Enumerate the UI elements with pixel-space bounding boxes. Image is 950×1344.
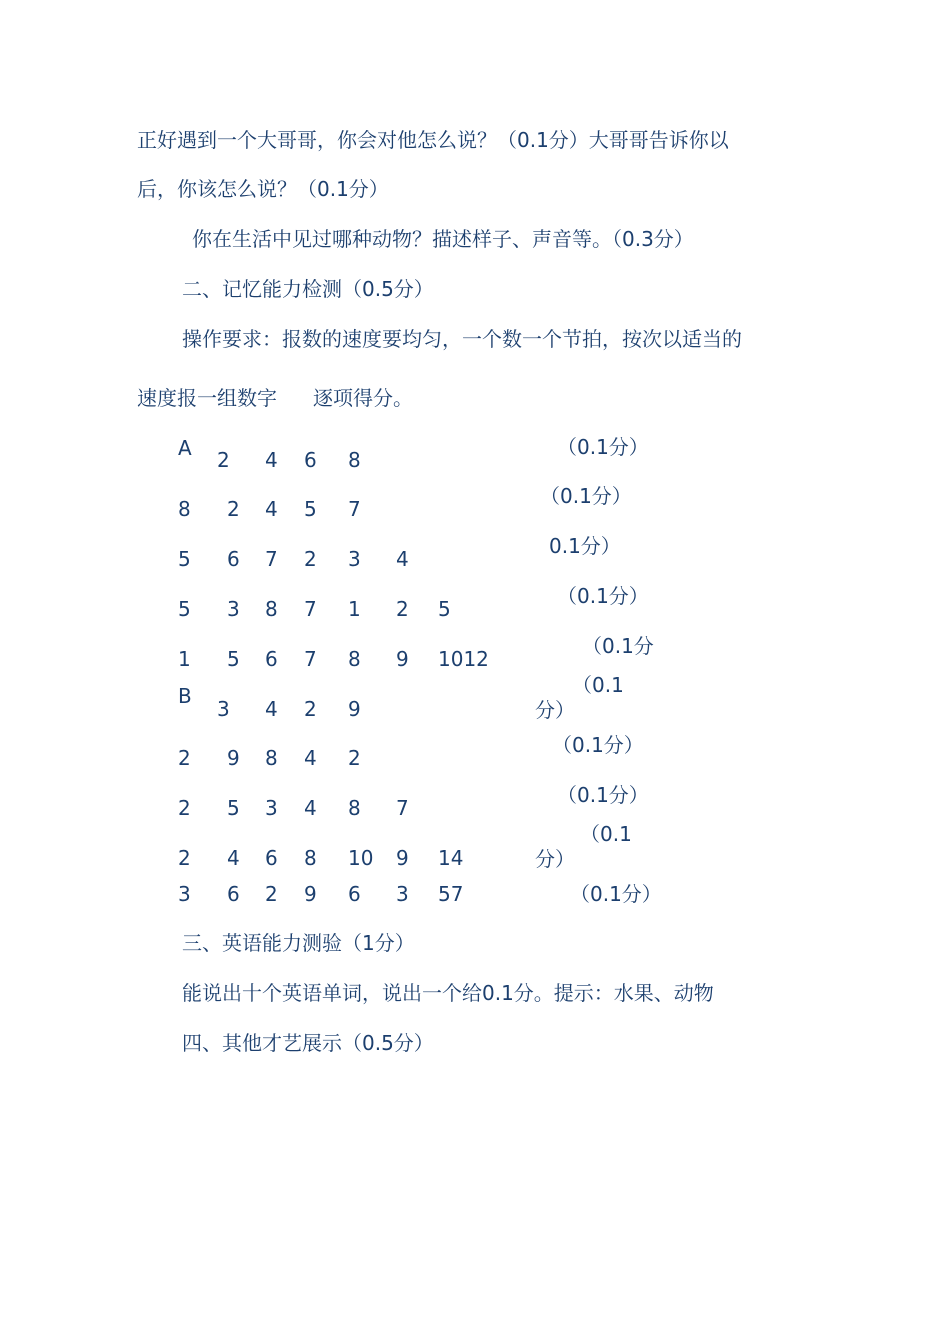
number-cell: 3 [217,697,230,721]
number-cell: 2 [304,697,317,721]
number-cell: 14 [438,846,464,870]
number-cell: 4 [396,547,409,571]
number-cell: 3 [348,547,361,571]
number-cell: 4 [227,846,240,870]
number-cell: 5 [438,597,451,621]
score-label: （0.1分） [557,783,649,807]
score-label: 0.1分） [549,534,621,558]
number-cell: 6 [227,547,240,571]
number-cell: 9 [304,882,317,906]
number-cell: 1012 [438,647,489,671]
number-cell: 5 [227,647,240,671]
number-cell: 2 [265,882,278,906]
score-label: （0.1分） [557,435,649,459]
number-cell: 2 [217,448,230,472]
number-cell: 9 [227,746,240,770]
number-cell: 3 [265,796,278,820]
number-cell: 5 [178,597,191,621]
number-cell: 2 [178,796,191,820]
score-label-part: 分） [535,847,575,871]
number-cell: 4 [265,497,278,521]
number-cell: 4 [265,448,278,472]
number-cell: 2 [348,746,361,770]
score-label: （0.1分） [552,733,644,757]
number-cell: 6 [265,647,278,671]
number-cell: 7 [396,796,409,820]
number-cell: 8 [348,448,361,472]
number-cell: 9 [348,697,361,721]
number-cell: 3 [396,882,409,906]
score-label-part: （0.1 [572,673,624,697]
number-cell: 7 [348,497,361,521]
number-cell: 6 [265,846,278,870]
number-cell: 3 [178,882,191,906]
number-cell: 6 [227,882,240,906]
score-label: （0.1分） [557,584,649,608]
number-cell: 2 [227,497,240,521]
section-heading-english: 三、英语能力测验（1分） [182,931,415,955]
group-label-b: B [178,684,192,708]
number-cell: 4 [304,746,317,770]
paragraph-line-6a: 速度报一组数字 [137,386,277,410]
number-cell: 8 [265,597,278,621]
number-cell: 10 [348,846,374,870]
number-cell: 5 [304,497,317,521]
number-cell: 9 [396,647,409,671]
paragraph-line-5: 操作要求：报数的速度要均匀，一个数一个节拍，按次以适当的 [182,327,742,351]
score-label: （0.1分 [582,634,654,658]
paragraph-line-2: 后，你该怎么说？（0.1分） [137,177,389,201]
group-label-a: A [178,436,192,460]
number-cell: 2 [178,746,191,770]
number-cell: 5 [178,547,191,571]
number-cell: 8 [265,746,278,770]
number-cell: 9 [396,846,409,870]
paragraph-line-8: 能说出十个英语单词，说出一个给0.1分。提示：水果、动物 [182,981,714,1005]
number-cell: 7 [304,647,317,671]
score-label: （0.1分） [540,484,632,508]
number-cell: 8 [304,846,317,870]
number-cell: 7 [304,597,317,621]
number-cell: 2 [396,597,409,621]
section-heading-talent: 四、其他才艺展示（0.5分） [182,1031,434,1055]
paragraph-line-3: 你在生活中见过哪种动物？描述样子、声音等。（0.3分） [192,227,694,251]
section-heading-memory: 二、记忆能力检测（0.5分） [182,277,434,301]
number-cell: 8 [348,647,361,671]
number-cell: 6 [304,448,317,472]
score-label-part: 分） [535,698,575,722]
score-label-part: （0.1 [580,822,632,846]
score-label: （0.1分） [570,882,662,906]
number-cell: 8 [348,796,361,820]
number-cell: 7 [265,547,278,571]
number-cell: 4 [265,697,278,721]
number-cell: 6 [348,882,361,906]
number-cell: 5 [227,796,240,820]
number-cell: 1 [348,597,361,621]
number-cell: 1 [178,647,191,671]
paragraph-line-1: 正好遇到一个大哥哥，你会对他怎么说？（0.1分）大哥哥告诉你以 [137,128,729,152]
number-cell: 57 [438,882,464,906]
number-cell: 3 [227,597,240,621]
number-cell: 8 [178,497,191,521]
number-cell: 2 [304,547,317,571]
number-cell: 2 [178,846,191,870]
paragraph-line-6b: 逐项得分。 [313,386,413,410]
number-cell: 4 [304,796,317,820]
